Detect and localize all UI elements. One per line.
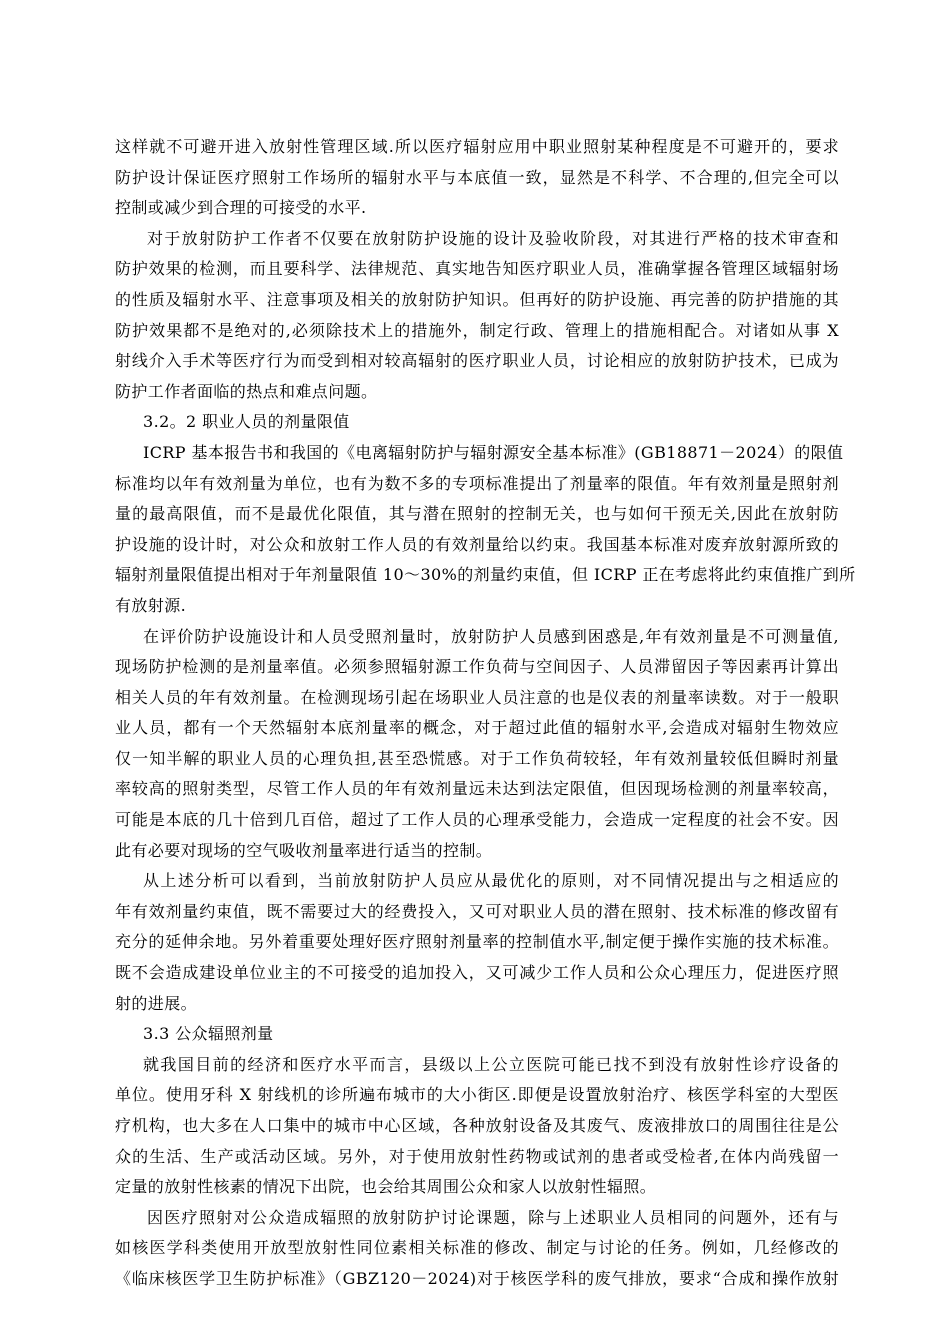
text-line: 防护效果都不是绝对的,必须除技术上的措施外，制定行政、管理上的措施相配合。对诸如从事 X	[115, 320, 839, 340]
text-line: 如核医学科类使用开放型放射性同位素相关标准的修改、制定与讨论的任务。例如，几经修改的	[115, 1238, 839, 1258]
text-line: 量的最高限值，而不是最优化限值，其与潜在照射的控制无关，也与如何干预无关,因此在放射防	[115, 504, 839, 524]
text-line: 标准均以年有效剂量为单位，也有为数不多的专项标准提出了剂量率的限值。年有效剂量是照射剂	[115, 473, 839, 493]
text-line: 众的生活、生产或活动区域。另外，对于使用放射性药物或试剂的患者或受检者,在体内尚残留一	[115, 1146, 839, 1166]
text-line: 单位。使用牙科 X 射线机的诊所遍布城市的大小街区.即便是设置放射治疗、核医学科室的大型医	[115, 1085, 839, 1105]
text-line: 射的进展。	[115, 993, 198, 1013]
text-line: 既不会造成建设单位业主的不可接受的追加投入，又可减少工作人员和公众心理压力，促进医疗照	[115, 963, 839, 983]
text-line: 控制或减少到合理的可接受的水平.	[115, 198, 367, 218]
text-line: 对于放射防护工作者不仅要在放射防护设施的设计及验收阶段，对其进行严格的技术审查和	[147, 228, 839, 248]
text-line: 业人员，都有一个天然辐射本底剂量率的概念，对于超过此值的辐射水平,会造成对辐射生物效应	[115, 718, 839, 738]
text-line: 率较高的照射类型，尽管工作人员的年有效剂量远未达到法定限值，但因现场检测的剂量率较高，	[115, 779, 839, 799]
text-line: 充分的延伸余地。另外着重要处理好医疗照射剂量率的控制值水平,制定便于操作实施的技术标准。	[115, 932, 839, 952]
text-line: 有放射源.	[115, 595, 187, 615]
text-line: 射线介入手术等医疗行为而受到相对较高辐射的医疗职业人员，讨论相应的放射防护技术，已成为	[115, 351, 839, 371]
text-line: 仅一知半解的职业人员的心理负担,甚至恐慌感。对于工作负荷较轻，年有效剂量较低但瞬时剂量	[115, 748, 839, 768]
text-line: 可能是本底的几十倍到几百倍，超过了工作人员的心理承受能力，会造成一定程度的社会不安。因	[115, 810, 839, 830]
text-line: 防护设计保证医疗照射工作场所的辐射水平与本底值一致，显然是不科学、不合理的,但完全可以	[115, 167, 839, 187]
text-line: 此有必要对现场的空气吸收剂量率进行适当的控制。	[115, 840, 493, 860]
text-line: 现场防护检测的是剂量率值。必须参照辐射源工作负荷与空间因子、人员滞留因子等因素再计算出	[115, 657, 839, 677]
text-line: 的性质及辐射水平、注意事项及相关的放射防护知识。但再好的防护设施、再完善的防护措施的其	[115, 289, 839, 309]
text-line: 这样就不可避开进入放射性管理区域.所以医疗辐射应用中职业照射某种程度是不可避开的，要求	[115, 137, 839, 156]
text-line: 在评价防护设施设计和人员受照剂量时，放射防护人员感到困惑是,年有效剂量是不可测量值,	[143, 626, 839, 646]
text-line: ICRP 基本报告书和我国的《电离辐射防护与辐射源安全基本标准》(GB18871－2024）的限值	[143, 442, 844, 462]
text-line: 辐射剂量限值提出相对于年剂量限值 10～30%的剂量约束值，但 ICRP 正在考虑将此约束值推广到所	[115, 565, 856, 585]
text-line: 《临床核医学卫生防护标准》（GBZ120－2024)对于核医学科的废气排放，要求“合成和操作放射	[115, 1268, 839, 1288]
text-line: 因医疗照射对公众造成辐照的放射防护讨论课题，除与上述职业人员相同的问题外，还有与	[147, 1207, 839, 1227]
text-line: 就我国目前的经济和医疗水平而言，县级以上公立医院可能已找不到没有放射性诊疗设备的	[143, 1054, 839, 1074]
text-line: 疗机构，也大多在人口集中的城市中心区域，各种放射设备及其废气、废液排放口的周围往往是公	[115, 1116, 839, 1135]
text-line: 防护效果的检测，而且要科学、法律规范、真实地告知医疗职业人员，准确掌握各管理区域辐射场	[115, 259, 839, 279]
document-body	[115, 132, 856, 1295]
section-heading: 3.2。2 职业人员的剂量限值	[143, 412, 350, 432]
text-line: 定量的放射性核素的情况下出院，也会给其周围公众和家人以放射性辐照。	[115, 1177, 657, 1197]
text-line: 年有效剂量约束值，既不需要过大的经费投入，又可对职业人员的潜在照射、技术标准的修改留有	[115, 901, 839, 921]
section-heading: 3.3 公众辐照剂量	[143, 1024, 274, 1044]
text-line: 相关人员的年有效剂量。在检测现场引起在场职业人员注意的也是仪表的剂量率读数。对于一般职	[115, 687, 839, 707]
text-line: 护设施的设计时，对公众和放射工作人员的有效剂量给以约束。我国基本标准对废弃放射源所致的	[115, 534, 839, 554]
text-line: 从上述分析可以看到，当前放射防护人员应从最优化的原则，对不同情况提出与之相适应的	[143, 871, 839, 891]
text-line: 防护工作者面临的热点和难点问题。	[115, 381, 378, 401]
